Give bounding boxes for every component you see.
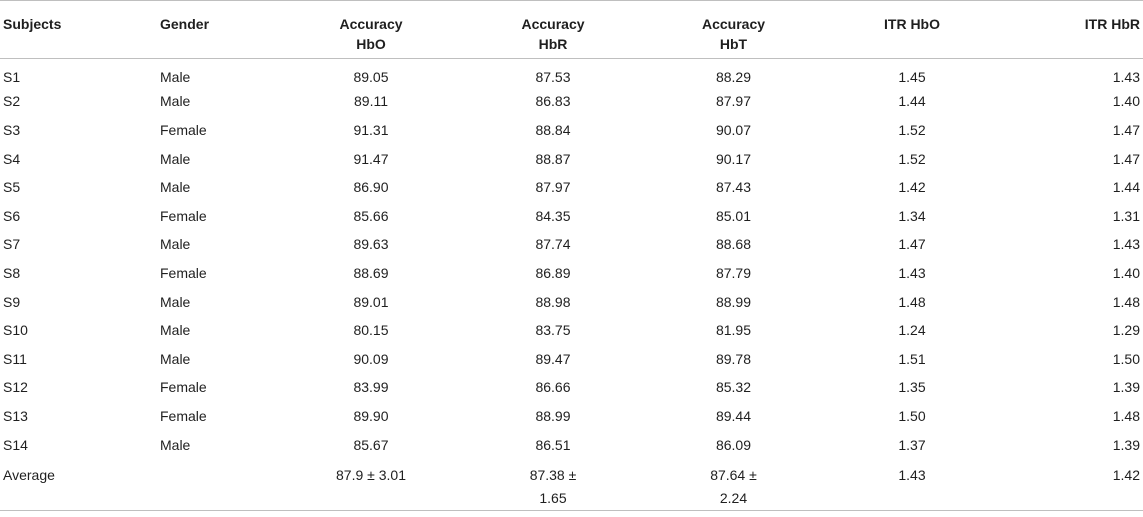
cell-subject: S10 xyxy=(3,322,28,339)
cell-gender: Male xyxy=(160,236,191,253)
cell-subject: S2 xyxy=(3,93,21,110)
cell-accuracy-hbt: 86.09 xyxy=(715,436,752,453)
cell-itr-hbo: 1.43 xyxy=(898,264,926,281)
cell-accuracy-hbo: 88.69 xyxy=(353,264,389,281)
cell-accuracy-hbo: 91.31 xyxy=(353,121,389,138)
cell-accuracy-hbt: 87.97 xyxy=(715,93,752,110)
cell-subject: S9 xyxy=(3,293,21,310)
cell-accuracy-hbr: 88.99 xyxy=(535,407,571,424)
table-row xyxy=(0,402,1143,431)
cell-gender: Female xyxy=(160,264,207,281)
cell-subject: S6 xyxy=(3,207,21,224)
table-row xyxy=(0,344,1143,373)
cell-accuracy-hbt: 88.68 xyxy=(715,236,752,253)
cell-accuracy-hbr: 88.87 xyxy=(535,150,571,167)
cell-itr-hbr: 1.43 xyxy=(1112,69,1140,86)
table-row xyxy=(0,201,1143,230)
cell-accuracy-hbt: 81.95 xyxy=(715,322,752,339)
cell-average-gender xyxy=(157,459,281,511)
cell-subject: S3 xyxy=(3,121,21,138)
cell-subject: S8 xyxy=(3,264,21,281)
cell-itr-hbo: 1.35 xyxy=(898,379,926,396)
cell-accuracy-hbr: 88.84 xyxy=(535,121,571,138)
cell-itr-hbr: 1.40 xyxy=(1112,264,1140,281)
cell-gender: Female xyxy=(160,121,207,138)
cell-gender: Male xyxy=(160,93,191,110)
cell-accuracy-hbo: 85.66 xyxy=(353,207,389,224)
cell-accuracy-hbr: 86.66 xyxy=(535,379,571,396)
cell-itr-hbr: 1.48 xyxy=(1112,407,1140,424)
cell-accuracy-hbo: 89.90 xyxy=(353,407,389,424)
cell-gender: Male xyxy=(160,322,191,339)
cell-itr-hbo: 1.51 xyxy=(898,350,926,367)
cell-accuracy-hbr: 87.53 xyxy=(535,69,571,86)
header-accuracy-hbo-line1: Accuracy xyxy=(339,16,403,32)
header-itr-hbr: ITR HbR xyxy=(1002,1,1143,59)
header-accuracy-hbo xyxy=(281,1,461,59)
table-header xyxy=(0,1,1143,59)
header-gender: Gender xyxy=(157,1,281,59)
cell-gender: Female xyxy=(160,379,207,396)
cell-accuracy-hbt: 89.44 xyxy=(715,407,752,424)
cell-accuracy-hbt: 88.99 xyxy=(715,293,752,310)
cell-gender: Female xyxy=(160,207,207,224)
header-accuracy-hbr-line1: Accuracy xyxy=(521,16,585,32)
cell-accuracy-hbr: 89.47 xyxy=(535,350,571,367)
cell-itr-hbo: 1.42 xyxy=(898,179,926,196)
cell-subject: S14 xyxy=(3,436,28,453)
cell-accuracy-hbo: 83.99 xyxy=(353,379,389,396)
cell-accuracy-hbr: 83.75 xyxy=(535,322,571,339)
table-row xyxy=(0,173,1143,202)
table-row xyxy=(0,87,1143,116)
table-row xyxy=(0,430,1143,459)
table-row xyxy=(0,316,1143,345)
cell-average-accuracy-hbt xyxy=(645,459,822,511)
cell-accuracy-hbr: 86.89 xyxy=(535,264,571,281)
cell-accuracy-hbo: 85.67 xyxy=(353,436,389,453)
cell-itr-hbo: 1.34 xyxy=(898,207,926,224)
cell-accuracy-hbt: 87.79 xyxy=(715,264,752,281)
header-accuracy-hbt-line2: HbT xyxy=(719,36,748,52)
cell-itr-hbr: 1.47 xyxy=(1112,150,1140,167)
table-row xyxy=(0,144,1143,173)
cell-itr-hbo: 1.47 xyxy=(898,236,926,253)
cell-accuracy-hbt: 88.29 xyxy=(715,69,752,86)
cell-accuracy-hbo: 86.90 xyxy=(353,179,389,196)
cell-accuracy-hbr: 84.35 xyxy=(535,207,571,224)
cell-accuracy-hbt: 90.07 xyxy=(715,121,752,138)
cell-accuracy-hbo: 89.11 xyxy=(354,93,388,110)
cell-accuracy-hbr: 87.74 xyxy=(535,236,571,253)
cell-itr-hbo: 1.48 xyxy=(898,293,926,310)
header-subjects: Subjects xyxy=(0,1,157,59)
table-row xyxy=(0,59,1143,88)
cell-accuracy-hbr: 88.98 xyxy=(535,293,571,310)
cell-itr-hbo: 1.45 xyxy=(898,69,926,86)
cell-gender: Male xyxy=(160,150,191,167)
cell-subject: S11 xyxy=(3,350,27,367)
cell-subject: S1 xyxy=(3,69,21,86)
cell-average-accuracy-hbt-value: 87.64 ± 2.24 xyxy=(710,466,757,506)
cell-average-label: Average xyxy=(0,459,157,511)
cell-accuracy-hbo: 89.63 xyxy=(353,236,389,253)
cell-accuracy-hbr: 86.51 xyxy=(535,436,571,453)
cell-itr-hbo: 1.44 xyxy=(898,93,926,110)
cell-itr-hbr: 1.31 xyxy=(1112,207,1140,224)
table-row xyxy=(0,116,1143,145)
cell-average-accuracy-hbr-value: 87.38 ± 1.65 xyxy=(529,466,577,506)
header-row xyxy=(0,1,1143,59)
table-row xyxy=(0,373,1143,402)
cell-gender: Male xyxy=(160,179,191,196)
cell-itr-hbo: 1.52 xyxy=(898,150,926,167)
cell-gender: Male xyxy=(160,293,191,310)
cell-itr-hbr: 1.43 xyxy=(1112,236,1140,253)
cell-accuracy-hbt: 87.43 xyxy=(715,179,752,196)
cell-itr-hbo: 1.52 xyxy=(898,121,926,138)
cell-subject: S5 xyxy=(3,179,21,196)
cell-itr-hbr: 1.40 xyxy=(1112,93,1140,110)
header-accuracy-hbo-line2: HbO xyxy=(356,36,386,52)
header-accuracy-hbt-line1: Accuracy xyxy=(701,16,766,32)
cell-subject: S13 xyxy=(3,407,28,424)
cell-average-itr-hbr: 1.42 xyxy=(1002,459,1143,511)
cell-accuracy-hbo: 91.47 xyxy=(353,150,389,167)
header-accuracy-hbr-line2: HbR xyxy=(538,36,568,52)
cell-accuracy-hbr: 87.97 xyxy=(535,179,571,196)
cell-subject: S7 xyxy=(3,236,21,253)
cell-accuracy-hbt: 90.17 xyxy=(715,150,752,167)
cell-itr-hbr: 1.39 xyxy=(1112,379,1140,396)
header-accuracy-hbr xyxy=(461,1,645,59)
cell-itr-hbr: 1.29 xyxy=(1112,322,1140,339)
table-body xyxy=(0,59,1143,511)
cell-itr-hbr: 1.50 xyxy=(1112,350,1140,367)
cell-average-itr-hbo: 1.43 xyxy=(822,459,1002,511)
cell-itr-hbr: 1.47 xyxy=(1112,121,1140,138)
cell-itr-hbo: 1.37 xyxy=(898,436,926,453)
cell-subject: S12 xyxy=(3,379,28,396)
average-row xyxy=(0,459,1143,511)
cell-itr-hbr: 1.44 xyxy=(1112,179,1140,196)
table-row xyxy=(0,259,1143,288)
cell-gender: Male xyxy=(160,436,191,453)
header-itr-hbo: ITR HbO xyxy=(822,1,1002,59)
cell-accuracy-hbt: 89.78 xyxy=(715,350,752,367)
cell-accuracy-hbo: 89.05 xyxy=(353,69,389,86)
header-accuracy-hbt xyxy=(645,1,822,59)
cell-average-accuracy-hbr xyxy=(461,459,645,511)
cell-gender: Male xyxy=(160,350,191,367)
cell-accuracy-hbo: 80.15 xyxy=(353,322,389,339)
cell-accuracy-hbo: 90.09 xyxy=(353,350,389,367)
cell-gender: Male xyxy=(160,69,191,86)
cell-subject: S4 xyxy=(3,150,21,167)
cell-itr-hbo: 1.24 xyxy=(898,322,926,339)
table-row xyxy=(0,230,1143,259)
cell-gender: Female xyxy=(160,407,207,424)
cell-itr-hbr: 1.48 xyxy=(1112,293,1140,310)
cell-average-accuracy-hbo: 87.9 ± 3.01 xyxy=(281,459,461,511)
cell-itr-hbr: 1.39 xyxy=(1112,436,1140,453)
cell-accuracy-hbt: 85.32 xyxy=(715,379,752,396)
table-row xyxy=(0,287,1143,316)
cell-accuracy-hbr: 86.83 xyxy=(535,93,571,110)
cell-accuracy-hbt: 85.01 xyxy=(715,207,752,224)
cell-accuracy-hbo: 89.01 xyxy=(353,293,389,310)
cell-itr-hbo: 1.50 xyxy=(898,407,926,424)
